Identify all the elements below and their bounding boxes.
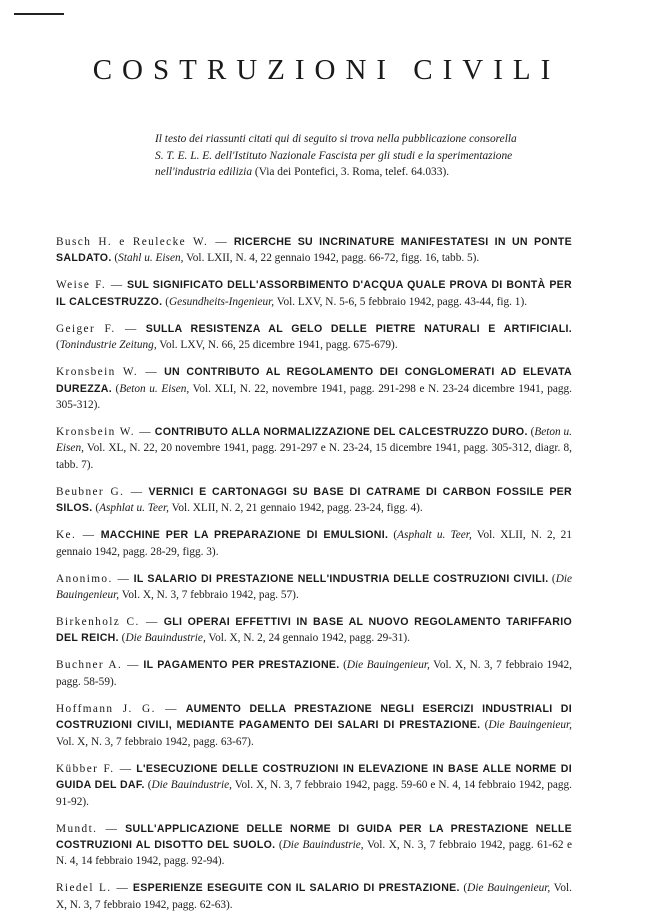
- reference-author: Riedel L. —: [56, 882, 130, 895]
- intro-line-3b: (Via dei Pontefici, 3. Roma, telef. 64.033).: [254, 166, 450, 178]
- reference-title: IL SALARIO DI PRESTAZIONE NELL'INDUSTRIA DELLE COSTRUZIONI CIVILI.: [133, 572, 549, 585]
- reference-entry: Kronsbein W. — UN CONTRIBUTO AL REGOLAMENTO DEI CONGLOMERATI AD ELEVATA DUREZZA. (Beton u. Eisen, Vol. XLI, N. 22, novembre 1941, pagg. 291-298 e N. 23-24 dicembre 1941, pagg. 305-312).: [56, 366, 573, 412]
- reference-entry: Busch H. e Reulecke W. — RICERCHE SU INCRINATURE MANIFESTATESI IN UN PONTE SALDATO. (Stahl u. Eisen, Vol. LXII, N. 4, 22 gennaio 1942, pagg. 66-72, figg. 16, tabb. 5).: [56, 236, 573, 265]
- reference-title: UN CONTRIBUTO AL REGOLAMENTO DEI CONGLOMERATI AD ELEVATA DUREZZA.: [56, 366, 573, 395]
- reference-entry: Anonimo. — IL SALARIO DI PRESTAZIONE NELL'INDUSTRIA DELLE COSTRUZIONI CIVILI. (Die Bauingenieur, Vol. X, N. 3, 7 febbraio 1942, pag. 57).: [56, 572, 572, 602]
- reference-source: Die Bauingenieur,: [467, 882, 551, 895]
- reference-title: CONTRIBUTO ALLA NORMALIZZAZIONE DEL CALCESTRUZZO DURO.: [154, 426, 528, 439]
- reference-details: Vol. LXV, N. 5-6, 5 febbraio 1942, pagg. 43-44, fig. 1).: [276, 295, 528, 308]
- reference-author: Beubner G. —: [56, 485, 144, 498]
- reference-author: Birkenholz C. —: [56, 616, 159, 629]
- reference-details: Vol. X, N. 3, 7 febbraio 1942, pagg. 58-59).: [56, 659, 572, 688]
- reference-source: Tonindustrie Zeitung,: [59, 339, 157, 352]
- reference-title: GLI OPERAI EFFETTIVI IN BASE AL NUOVO REGOLAMENTO TARIFFARIO DEL REICH.: [56, 616, 572, 645]
- reference-details: Vol. X, N. 3, 7 febbraio 1942, pagg. 63-67).: [56, 735, 254, 748]
- reference-details: Vol. XLI, N. 22, novembre 1941, pagg. 291-298 e N. 23-24 dicembre 1941, pagg. 305-312).: [56, 382, 572, 412]
- reference-title: SULLA RESISTENZA AL GELO DELLE PIETRE NATURALI E ARTIFICIALI.: [145, 322, 573, 335]
- reference-source: Die Bauindustrie,: [125, 632, 206, 645]
- reference-source: Die Bauingenieur,: [488, 719, 572, 732]
- reference-entry: Kronsbein W. — CONTRIBUTO ALLA NORMALIZZAZIONE DEL CALCESTRUZZO DURO. (Beton u. Eisen, Vol. XL, N. 22, 20 novembre 1941, pagg. 291-297 e N. 23-24, 15 dicembre 1941, pagg. 305-312, diagr. 8, tabb. 7).: [56, 426, 572, 471]
- reference-title: AUMENTO DELLA PRESTAZIONE NEGLI ESERCIZI INDUSTRIALI DI COSTRUZIONI CIVILI, MEDIANTE PAGAMENTO DEI SALARI DI PRESTAZIONE.: [56, 702, 572, 732]
- reference-author: Kübber F. —: [56, 762, 133, 775]
- reference-entry: Riedel L. — ESPERIENZE ESEGUITE CON IL SALARIO DI PRESTAZIONE. (Die Bauingenieur, Vol. X, N. 3, 7 febbraio 1942, pagg. 62-63).: [56, 882, 572, 911]
- reference-entry: Weise F. — SUL SIGNIFICATO DELL'ASSORBIMENTO D'ACQUA QUALE PROVA DI BONTÀ PER IL CALCESTRUZZO. (Gesundheits-Ingenieur, Vol. LXV, N. 5-6, 5 febbraio 1942, pagg. 43-44, fig. 1).: [56, 279, 572, 308]
- reference-details: Vol. X, N. 3, 7 febbraio 1942, pagg. 62-63).: [56, 882, 572, 911]
- reference-source: Die Bauingenieur,: [346, 659, 430, 672]
- reference-entry: Ke. — MACCHINE PER LA PREPARAZIONE DI EMULSIONI. (Asphalt u. Teer, Vol. XLII, N. 2, 21 gennaio 1942, pagg. 28-29, figg. 3).: [56, 529, 572, 558]
- reference-source: Gesundheits-Ingenieur,: [169, 295, 275, 308]
- reference-list: [56, 234, 572, 924]
- reference-author: Ke. —: [56, 529, 96, 542]
- reference-details: Vol. X, N. 3, 7 febbraio 1942, pagg. 59-60 e N. 4, 14 febbraio 1942, pagg. 91-92).: [56, 779, 572, 808]
- reference-source: Die Bauindustrie,: [151, 779, 232, 792]
- reference-details: Vol. X, N. 3, 7 febbraio 1942, pag. 57).: [121, 589, 299, 602]
- reference-author: Hoffmann J. G. —: [56, 702, 178, 715]
- reference-author: Buchner A. —: [56, 659, 140, 672]
- reference-author: Kronsbein W. —: [56, 426, 152, 439]
- reference-details: Vol. X, N. 2, 24 gennaio 1942, pagg. 29-31).: [208, 632, 410, 645]
- reference-author: Mundt. —: [56, 822, 119, 835]
- reference-entry: Buchner A. — IL PAGAMENTO PER PRESTAZIONE. (Die Bauingenieur, Vol. X, N. 3, 7 febbraio 1942, pagg. 58-59).: [56, 659, 572, 688]
- reference-entry: Geiger F. — SULLA RESISTENZA AL GELO DELLE PIETRE NATURALI E ARTIFICIALI. (Tonindustrie Zeitung, Vol. LXV, N. 66, 25 dicembre 1941, pagg. 675-679).: [56, 322, 573, 352]
- intro-paragraph: [155, 131, 575, 181]
- reference-details: Vol. LXII, N. 4, 22 gennaio 1942, pagg. 66-72, figg. 16, tabb. 5).: [186, 252, 480, 265]
- reference-source: Beton u. Eisen,: [119, 382, 190, 395]
- reference-entry: Kübber F. — L'ESECUZIONE DELLE COSTRUZIONI IN ELEVAZIONE IN BASE ALLE NORME DI GUIDA DEL DAF. (Die Bauindustrie, Vol. X, N. 3, 7 febbraio 1942, pagg. 59-60 e N. 4, 14 febbraio 1942, pagg. 91-92).: [56, 762, 572, 808]
- reference-details: Vol. X, N. 3, 7 febbraio 1942, pagg. 61-62 e N. 4, 14 febbraio 1942, pagg. 92-94).: [56, 838, 572, 868]
- reference-title: IL PAGAMENTO PER PRESTAZIONE.: [143, 659, 340, 672]
- intro-line-1: Il testo dei riassunti citati qui di seguito si trova nella pubblicazione consorella: [155, 133, 517, 145]
- reference-entry: Hoffmann J. G. — AUMENTO DELLA PRESTAZIONE NEGLI ESERCIZI INDUSTRIALI DI COSTRUZIONI CIVILI, MEDIANTE PAGAMENTO DEI SALARI DI PRESTAZIONE. (Die Bauingenieur, Vol. X, N. 3, 7 febbraio 1942, pagg. 63-67).: [56, 702, 572, 748]
- reference-title: SUL SIGNIFICATO DELL'ASSORBIMENTO D'ACQUA QUALE PROVA DI BONTÀ PER IL CALCESTRUZZO.: [56, 279, 572, 308]
- reference-author: Kronsbein W. —: [56, 366, 159, 379]
- reference-entry: Beubner G. — VERNICI E CARTONAGGI SU BASE DI CATRAME DI CARBON FOSSILE PER SILOS. (Asphlat u. Teer, Vol. XLII, N. 2, 21 gennaio 1942, pagg. 23-24, figg. 4).: [56, 485, 573, 515]
- reference-title: VERNICI E CARTONAGGI SU BASE DI CATRAME DI CARBON FOSSILE PER SILOS.: [56, 485, 573, 515]
- intro-line-3a: nell'industria edilizia: [155, 166, 253, 178]
- reference-title: ESPERIENZE ESEGUITE CON IL SALARIO DI PRESTAZIONE.: [132, 882, 460, 895]
- reference-entry: Mundt. — SULL'APPLICAZIONE DELLE NORME DI GUIDA PER LA PRESTAZIONE NELLE COSTRUZIONI AL DISOTTO DEL SUOLO. (Die Bauindustrie, Vol. X, N. 3, 7 febbraio 1942, pagg. 61-62 e N. 4, 14 febbraio 1942, pagg. 92-94).: [56, 822, 573, 868]
- reference-details: Vol. XLII, N. 2, 21 gennaio 1942, pagg. 28-29, figg. 3).: [56, 529, 572, 558]
- top-rule: [14, 13, 64, 15]
- page-title: COSTRUZIONI CIVILI: [92, 54, 561, 86]
- reference-source: Asphalt u. Teer,: [397, 529, 472, 542]
- reference-title: L'ESECUZIONE DELLE COSTRUZIONI IN ELEVAZIONE IN BASE ALLE NORME DI GUIDA DEL DAF.: [56, 762, 572, 792]
- reference-source: Stahl u. Eisen,: [118, 252, 184, 265]
- reference-author: Geiger F. —: [56, 322, 138, 335]
- reference-title: SULL'APPLICAZIONE DELLE NORME DI GUIDA PER LA PRESTAZIONE NELLE COSTRUZIONI AL DISOTTO DEL SUOLO.: [56, 822, 573, 851]
- reference-details: Vol. XLII, N. 2, 21 gennaio 1942, pagg. 23-24, figg. 4).: [171, 502, 423, 515]
- reference-author: Anonimo. —: [56, 572, 131, 585]
- reference-entry: Birkenholz C. — GLI OPERAI EFFETTIVI IN BASE AL NUOVO REGOLAMENTO TARIFFARIO DEL REICH. (Die Bauindustrie, Vol. X, N. 2, 24 gennaio 1942, pagg. 29-31).: [56, 616, 572, 645]
- reference-author: Busch H. e Reulecke W. —: [56, 236, 229, 248]
- reference-source: Asphlat u. Teer,: [99, 502, 170, 515]
- reference-title: MACCHINE PER LA PREPARAZIONE DI EMULSIONI.: [100, 529, 389, 542]
- reference-source: Die Bauindustrie,: [282, 838, 364, 851]
- reference-title: RICERCHE SU INCRINATURE MANIFESTATESI IN UN PONTE SALDATO.: [56, 236, 573, 265]
- intro-line-2: S. T. E. L. E. dell'Istituto Nazionale Fascista per gli studi e la sperimentazione: [155, 149, 513, 162]
- reference-source: Die Bauingenieur,: [56, 572, 572, 602]
- reference-author: Weise F. —: [56, 279, 124, 292]
- reference-details: Vol. LXV, N. 66, 25 dicembre 1941, pagg. 675-679).: [159, 339, 398, 352]
- reference-source: Beton u. Eisen,: [56, 426, 572, 455]
- reference-details: Vol. XL, N. 22, 20 novembre 1941, pagg. 291-297 e N. 23-24, 15 dicembre 1941, pagg. 305-312, diagr. 8, tabb. 7).: [56, 442, 572, 471]
